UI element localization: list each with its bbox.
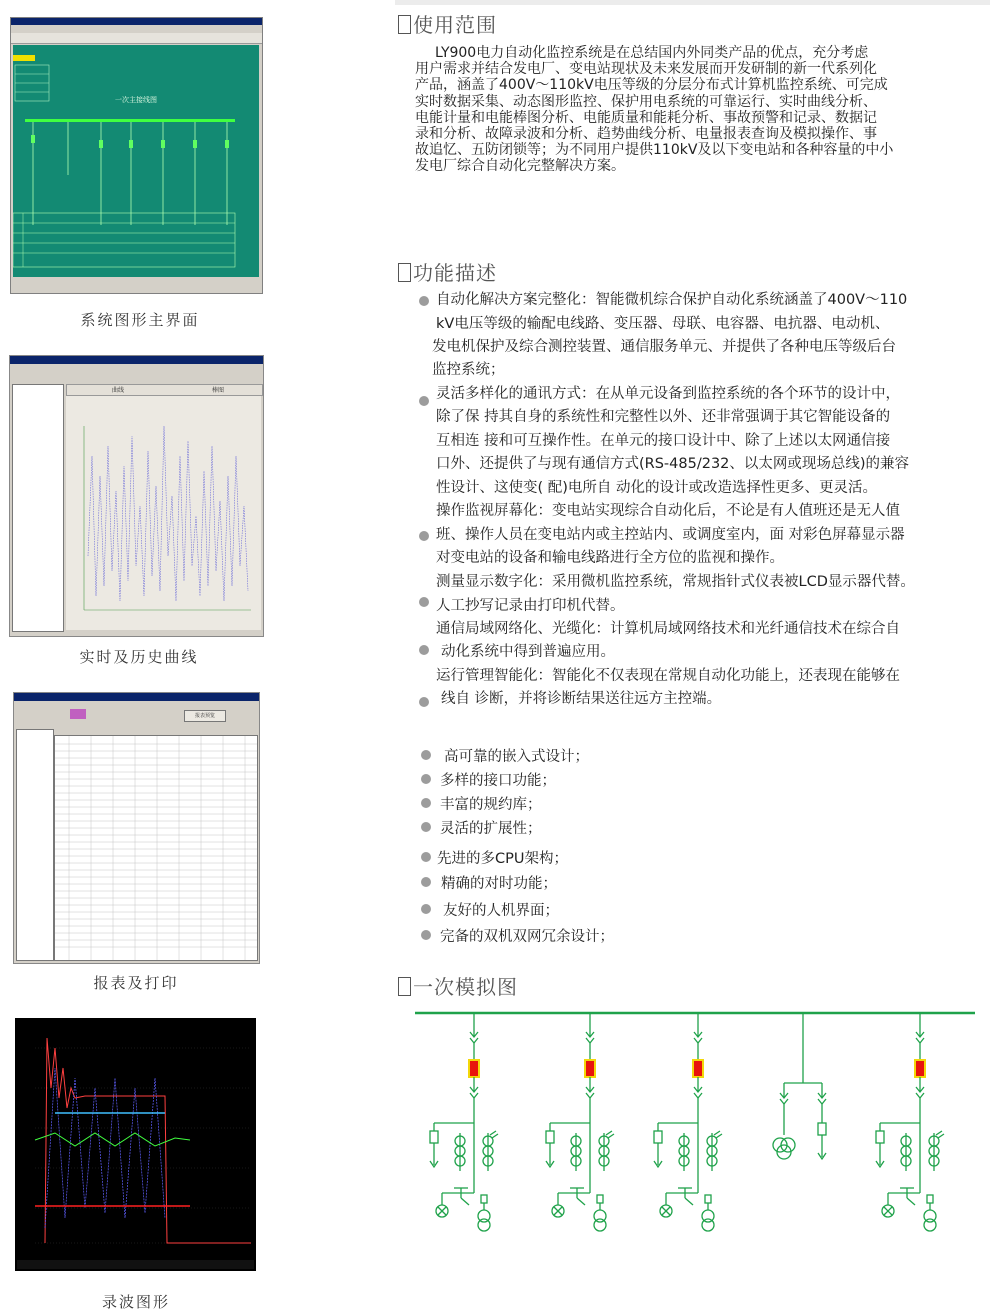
single-line-diagram [400, 1005, 985, 1245]
function-line: 除了保 持其自身的系统性和完整性以外、还非常强调于其它智能设备的 [436, 409, 891, 425]
bullet-dot [421, 774, 431, 784]
feature-item: 先进的多CPU架构； [437, 851, 568, 867]
function-line: 班、操作人员在变电站内或主控站内、或调度室内，面 对彩色屏幕显示器 [436, 527, 905, 543]
feature-item: 丰富的规约库； [440, 797, 542, 813]
bullet-dot [421, 904, 431, 914]
curves-screenshot [9, 355, 264, 637]
curves-tab-curve: 曲线 [112, 387, 125, 394]
report-screenshot [13, 692, 260, 964]
bullet-dot [419, 531, 429, 541]
function-line: 互相连 接和可互操作性。在单元的接口设计中、除了上述以太网通信接 [436, 433, 891, 449]
function-line: 运行管理智能化：智能化不仅表现在常规自动化功能上，还表现在能够在 [436, 668, 900, 684]
main-screen-screenshot [10, 17, 263, 294]
usage-paragraph: LY900电力自动化监控系统是在总结国内外同类产品的优点，充分考虑 用户需求并结合发电厂、变电站现状及未来发展而开发研制的新一代系列化 产品，涵盖了400V～110kV电压等级的分层分布式计算机监控系统、可完成 实时数据采集、动态图形监控、保护用电系统的可靠运行、实时曲线分析、 电能计量和电能棒图分析、电能质量和能耗分析、事故预警和记录、数据记 录和分析、故障录波和分析、趋势曲线分析、电量报表查询及模拟操作、事 故追忆、五防闭锁等；为不同用户提供110kV及以下变电站和各种容量的中小 发电厂综合自动化完整解决方案。 [415, 45, 894, 175]
bullet-dot [419, 597, 429, 607]
section-heading-diagram: 一次模拟图 [398, 971, 518, 1000]
section-heading-usage: 使用范围 [398, 9, 497, 38]
function-line: 测量显示数字化：采用微机监控系统，常规指针式仪表被LCD显示器代替。 [436, 574, 915, 590]
feature-item: 灵活的扩展性； [440, 821, 542, 837]
curves-tab-table: 棒图 [212, 387, 225, 394]
report-preview-button: 报表预览 [184, 710, 226, 722]
function-line: 口外、还提供了与现有通信方式(RS-485/232、以太网或现场总线)的兼容 [436, 456, 910, 472]
bullet-dot [419, 296, 429, 306]
function-line: 线自 诊断，并将诊断结果送往远方主控端。 [441, 691, 722, 707]
function-line: 动化系统中得到普遍应用。 [441, 644, 615, 660]
function-line: 发电机保护及综合测控装置、通信服务单元、并提供了各种电压等级后台 [432, 339, 896, 355]
heading-box-icon [398, 263, 411, 282]
function-line: 人工抄写记录由打印机代替。 [436, 598, 625, 614]
bullet-dot [421, 750, 431, 760]
function-line: 灵活多样化的通讯方式：在从单元设备到监控系统的各个环节的设计中， [436, 386, 900, 402]
feature-item: 精确的对时功能； [441, 876, 557, 892]
function-line: 性设计、这使变( 配)电所自 动化的设计或改造选择性更多、更灵活。 [436, 480, 878, 496]
function-line: 监控系统； [432, 362, 505, 378]
function-line: 通信局域网络化、光缆化：计算机局域网络技术和光纤通信技术在综合自 [436, 621, 900, 637]
bullet-dot [419, 697, 429, 707]
feature-item: 友好的人机界面； [443, 903, 559, 919]
caption-main-screen: 系统图形主界面 [80, 311, 200, 329]
heading-box-icon [398, 977, 411, 996]
bullet-dot [421, 798, 431, 808]
feature-item: 高可靠的嵌入式设计； [444, 749, 589, 765]
feature-item: 完备的双机双网冗余设计； [440, 929, 614, 945]
caption-curves: 实时及历史曲线 [79, 648, 199, 666]
bullet-dot [419, 396, 429, 406]
function-line: 自动化解决方案完整化：智能微机综合保护自动化系统涵盖了400V～110 [436, 292, 908, 308]
caption-report: 报表及打印 [93, 974, 179, 992]
section-heading-function: 功能描述 [398, 257, 497, 286]
function-line: 对变电站的设备和输电线路进行全方位的监视和操作。 [436, 550, 784, 566]
bullet-dot [421, 822, 431, 832]
bullet-dot [421, 877, 431, 887]
function-line: kV电压等级的输配电线路、变压器、母联、电容器、电抗器、电动机、 [436, 316, 890, 332]
bullet-dot [421, 852, 431, 862]
caption-waveform: 录波图形 [101, 1293, 170, 1311]
main-screen-title: 一次主接线图 [115, 96, 157, 104]
feature-item: 多样的接口功能； [440, 773, 556, 789]
bullet-dot [421, 930, 431, 940]
bullet-dot [419, 645, 429, 655]
heading-box-icon [398, 15, 411, 34]
function-line: 操作监视屏幕化：变电站实现综合自动化后，不论是有人值班还是无人值 [436, 503, 900, 519]
top-rule [395, 0, 990, 5]
waveform-screenshot [15, 1018, 256, 1271]
